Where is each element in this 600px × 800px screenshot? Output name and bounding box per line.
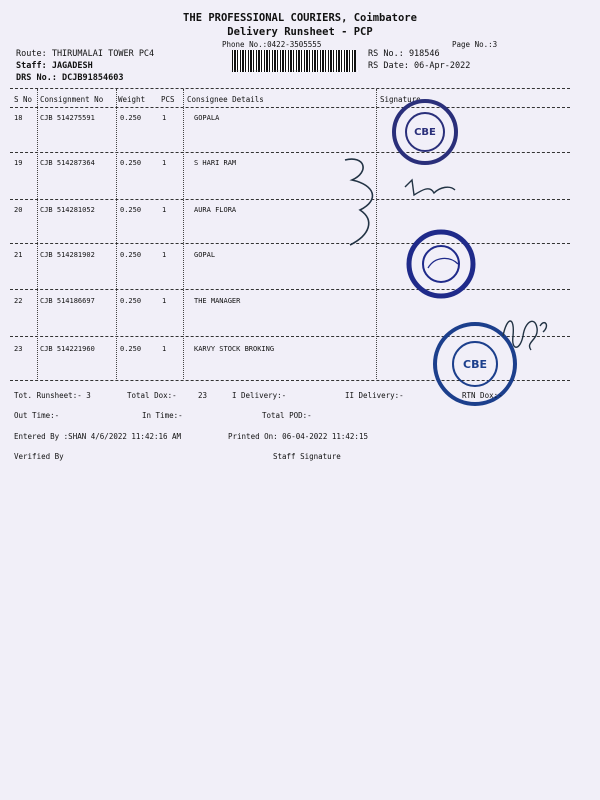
row-rule: [10, 289, 570, 290]
table-row: [0, 159, 600, 173]
table-row: [0, 206, 600, 220]
in-time: In Time:-: [142, 411, 183, 420]
svg-text:CBE: CBE: [463, 358, 487, 371]
route-label: Route: THIRUMALAI TOWER PC4: [16, 49, 155, 59]
row-pcs: 1: [162, 251, 167, 259]
staff-label: Staff: JAGADESH: [16, 61, 93, 71]
i-delivery: I Delivery:-: [232, 391, 287, 400]
row-sno: 21: [14, 251, 23, 259]
row-weight: 0.250: [120, 159, 142, 167]
row-weight: 0.250: [120, 251, 142, 259]
rs-date: RS Date: 06-Apr-2022: [368, 61, 471, 71]
rtn-dox: RTN Dox:-: [462, 391, 503, 400]
printed-on: Printed On: 06-04-2022 11:42:15: [228, 432, 368, 441]
runsheet-subtitle: Delivery Runsheet - PCP: [227, 26, 373, 38]
table-header: [0, 95, 600, 109]
row-consignee: GOPAL: [194, 251, 216, 259]
row-rule: [10, 152, 570, 153]
initials-scribble: [400, 175, 460, 200]
company-stamp: [400, 228, 482, 300]
drs-number: DRS No.: DCJB91854603: [16, 73, 124, 83]
row-consignment: CJB 514287364: [40, 159, 95, 167]
row-consignment: CJB 514281052: [40, 206, 95, 214]
entered-by: Entered By :SHAN 4/6/2022 11:42:16 AM: [14, 432, 182, 441]
total-dox-label: Total Dox:-: [127, 391, 177, 400]
row-sno: 23: [14, 345, 23, 353]
col-sno: S No: [14, 95, 33, 104]
out-time: Out Time:-: [14, 411, 60, 420]
row-consignee: AURA FLORA: [194, 206, 237, 214]
row-consignment: CJB 514281902: [40, 251, 95, 259]
row-sno: 22: [14, 297, 23, 305]
row-weight: 0.250: [120, 345, 142, 353]
row-consignment: CJB 514186697: [40, 297, 95, 305]
total-dox-value: 23: [198, 391, 208, 400]
signature-scribble: [495, 306, 555, 358]
row-consignee: THE MANAGER: [194, 297, 241, 305]
staff-signature-label: Staff Signature: [273, 452, 341, 461]
row-weight: 0.250: [120, 114, 142, 122]
col-signature: Signature: [380, 95, 421, 104]
row-sno: 20: [14, 206, 23, 214]
signature-scribble: [330, 150, 400, 250]
table-row: [0, 114, 600, 128]
table-top-rule: [10, 88, 570, 89]
row-pcs: 1: [162, 159, 167, 167]
col-weight: Weight: [118, 95, 146, 104]
ii-delivery: II Delivery:-: [345, 391, 404, 400]
col-consignment: Consignment No: [40, 95, 104, 104]
row-sno: 19: [14, 159, 23, 167]
row-weight: 0.250: [120, 206, 142, 214]
page-number: Page No.:3: [452, 40, 498, 49]
col-pcs: PCS: [161, 95, 175, 104]
rs-number: RS No.: 918546: [368, 49, 440, 59]
row-pcs: 1: [162, 297, 167, 305]
row-consignee: KARVY STOCK BROKING: [194, 345, 275, 353]
row-sno: 18: [14, 114, 23, 122]
row-consignment: CJB 514221960: [40, 345, 95, 353]
barcode: [232, 50, 356, 72]
total-pod: Total POD:-: [262, 411, 312, 420]
total-runsheet: Tot. Runsheet:- 3: [14, 391, 91, 400]
phone-number: Phone No.:0422-3505555: [222, 40, 322, 49]
table-row: [0, 251, 600, 265]
row-pcs: 1: [162, 345, 167, 353]
row-consignment: CJB 514275591: [40, 114, 95, 122]
row-pcs: 1: [162, 206, 167, 214]
row-consignee: S HARI RAM: [194, 159, 237, 167]
row-consignee: GOPALA: [194, 114, 220, 122]
row-weight: 0.250: [120, 297, 142, 305]
row-rule: [10, 199, 570, 200]
svg-text:CBE: CBE: [414, 127, 436, 138]
row-pcs: 1: [162, 114, 167, 122]
row-rule: [10, 243, 570, 244]
col-consignee: Consignee Details: [187, 95, 264, 104]
company-title: THE PROFESSIONAL COURIERS, Coimbatore: [183, 12, 417, 24]
verified-by: Verified By: [14, 452, 64, 461]
